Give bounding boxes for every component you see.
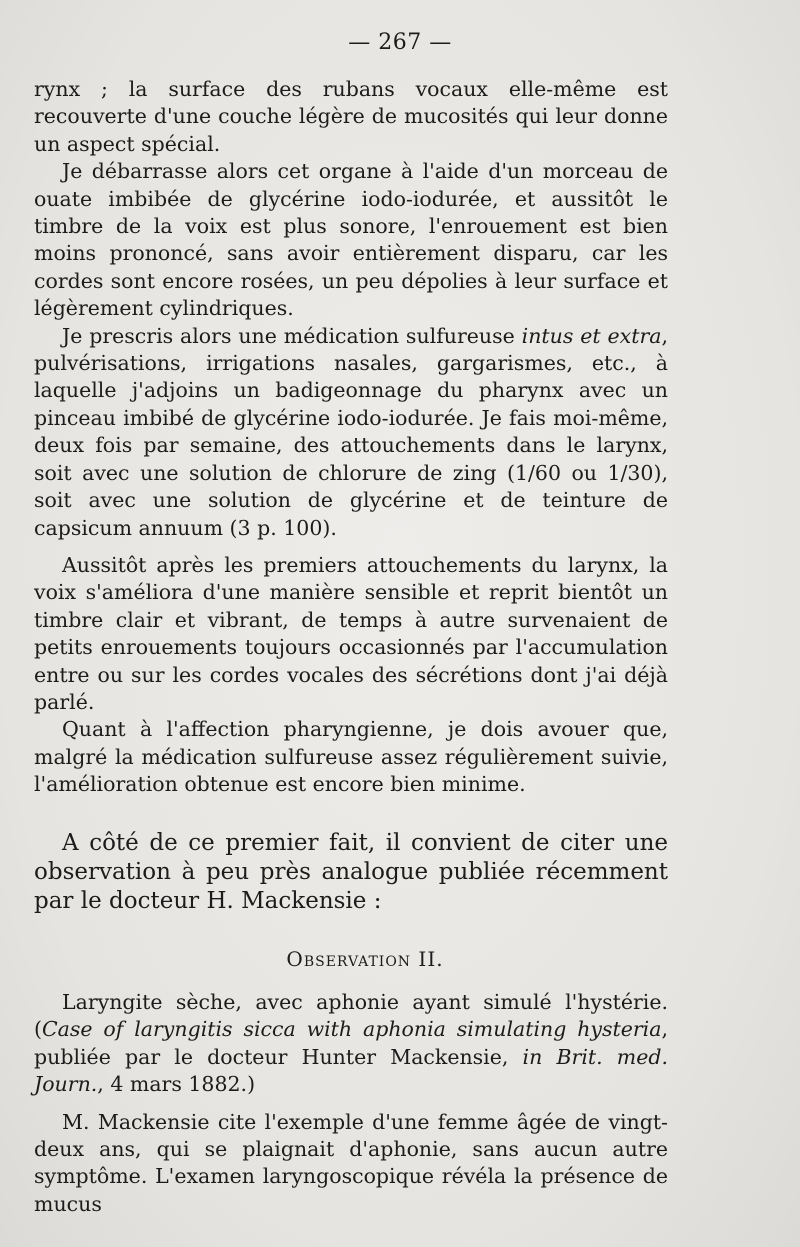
paragraph-improvement: Aussitôt après les premiers attouchements du larynx, la voix s'améliora d'une manière sensible et reprit bientôt un timbre clair et vibrant, de temps à autre survenaient de petits enrouements toujours occasionnés par l'accumulation entre ou sur les cordes vocales des sécrétions dont j'ai déjà parlé.	[34, 552, 668, 714]
summary-journal: in Brit. med. Journ.	[34, 1044, 669, 1097]
observation-heading: Observation II.	[286, 946, 444, 971]
paragraph-case: M. Mackensie cite l'exemple d'une femme âgée de vingt-deux ans, qui se plaignait d'aphonie, sans aucun autre symptôme. L'examen laryngoscopique révéla la présence de mucus	[34, 1109, 668, 1216]
paragraph-comparison: A côté de ce premier fait, il convient de citer une observation à peu près analogue publiée récemment par le docteur H. Mackensie :	[34, 829, 668, 914]
paragraph-treatment: Je débarrasse alors cet organe à l'aide d'un morceau de ouate imbibée de glycérine iodo-iodurée, et aussitôt le timbre de la voix est plus sonore, l'enrouement est bien moins prononcé, sans avoir entièrement disparu, car les cordes sont encore rosées, un peu dépolies à leur surface et légèrement cylindriques.	[34, 159, 668, 321]
summary-mid: , publiée par le docteur Hunter Mackensie,	[34, 1017, 668, 1069]
summary-end: , 4 mars 1882.)	[97, 1072, 256, 1097]
page-number: — 267 —	[348, 30, 452, 55]
paragraph-continuation: rynx ; la surface des rubans vocaux elle-même est recouverte d'une couche légère de mucosités qui leur donne un aspect spécial.	[34, 77, 668, 156]
summary-plain: Laryngite sèche, avec aphonie ayant simulé l'hystérie.	[62, 989, 668, 1014]
spacer	[34, 799, 668, 829]
paragraph-prescription	[34, 323, 668, 542]
spacer	[34, 1099, 668, 1109]
prescription-text-end: , pulvérisations, irrigations nasales, gargarismes, etc., à laquelle j'adjoins un badigeonnage du pharynx avec un pinceau imbibé de glycérine iodo-iodurée. Je fais moi-même, deux fois par semaine, des attouchements dans le larynx, soit avec une solution de chlorure de zing (1/60 ou 1/30), soit avec une solution de glycérine et de teinture de capsicum annuum (3 p. 100).	[34, 323, 668, 540]
paragraph-observation-summary	[34, 989, 668, 1099]
spacer	[34, 542, 668, 552]
summary-english-title: Case of laryngitis sicca with aphonia simulating hysteria	[42, 1017, 662, 1042]
spacer	[34, 973, 668, 989]
prescription-text-start: Je prescris alors une médication sulfureuse	[62, 323, 522, 348]
page-body	[34, 76, 668, 1218]
spacer	[34, 916, 668, 946]
prescription-italic: intus et extra	[521, 323, 662, 348]
paragraph-pharyngeal: Quant à l'affection pharyngienne, je dois avouer que, malgré la médication sulfureuse assez régulièrement suivie, l'amélioration obtenue est encore bien minime.	[34, 717, 668, 797]
summary-open: (	[34, 1017, 42, 1042]
